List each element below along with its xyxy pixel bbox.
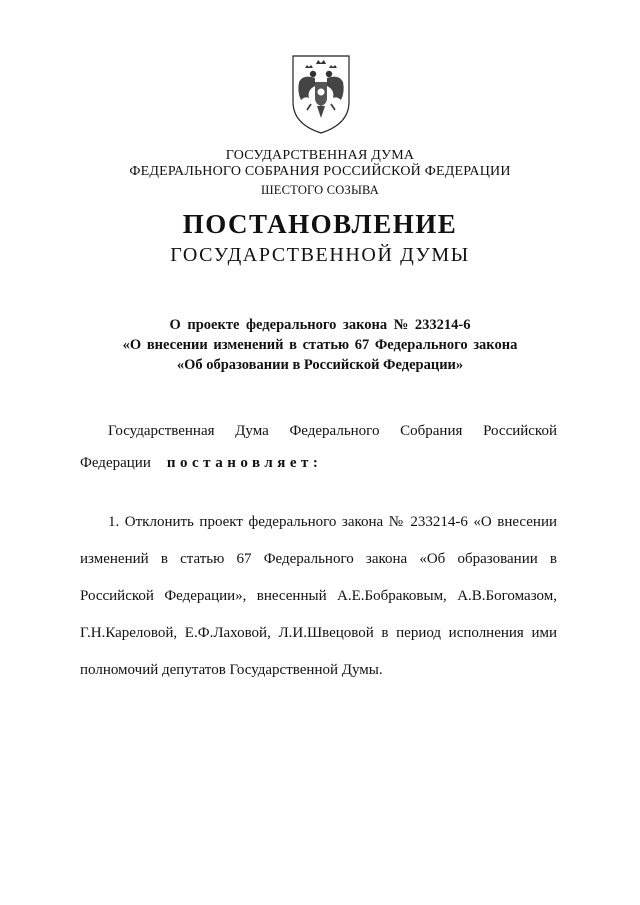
paragraph1-line1: 1. Отклонить проект федерального закона № 233214-6 «О внесении <box>108 514 557 530</box>
org-name-line2: ФЕДЕРАЛЬНОГО СОБРАНИЯ РОССИЙСКОЙ ФЕДЕРАЦИИ <box>129 164 511 179</box>
paragraph1-line5: полномочий депутатов Государственной Думы. <box>80 662 383 678</box>
convocation-line: ШЕСТОГО СОЗЫВА <box>260 183 380 197</box>
coat-of-arms-emblem <box>285 52 357 136</box>
document-title: ПОСТАНОВЛЕНИЕ <box>182 209 458 239</box>
preamble-line2 <box>80 454 322 472</box>
org-name-line1: ГОСУДАРСТВЕННАЯ ДУМА <box>225 148 415 163</box>
paragraph1-line4: Г.Н.Кареловой, Е.Ф.Лаховой, Л.И.Швецовой в период исполнения ими <box>80 625 557 641</box>
preamble-line2-start: Федерации <box>80 455 151 471</box>
subject-line1: О проекте федерального закона № 233214-6 <box>169 317 471 333</box>
preamble-line1: Государственная Дума Федерального Собрания Российской <box>108 423 557 439</box>
resolution-verb: постановляет: <box>166 455 323 471</box>
document-subtitle: ГОСУДАРСТВЕННОЙ ДУМЫ <box>170 244 470 266</box>
subject-line3: «Об образовании в Российской Федерации» <box>176 357 464 373</box>
paragraph1-line2: изменений в статью 67 Федерального закона «Об образовании в <box>80 551 557 567</box>
paragraph1-line3: Российской Федерации», внесенный А.Е.Бобраковым, А.В.Богомазом, <box>80 588 557 604</box>
subject-line2: «О внесении изменений в статью 67 Федерального закона <box>122 337 518 353</box>
